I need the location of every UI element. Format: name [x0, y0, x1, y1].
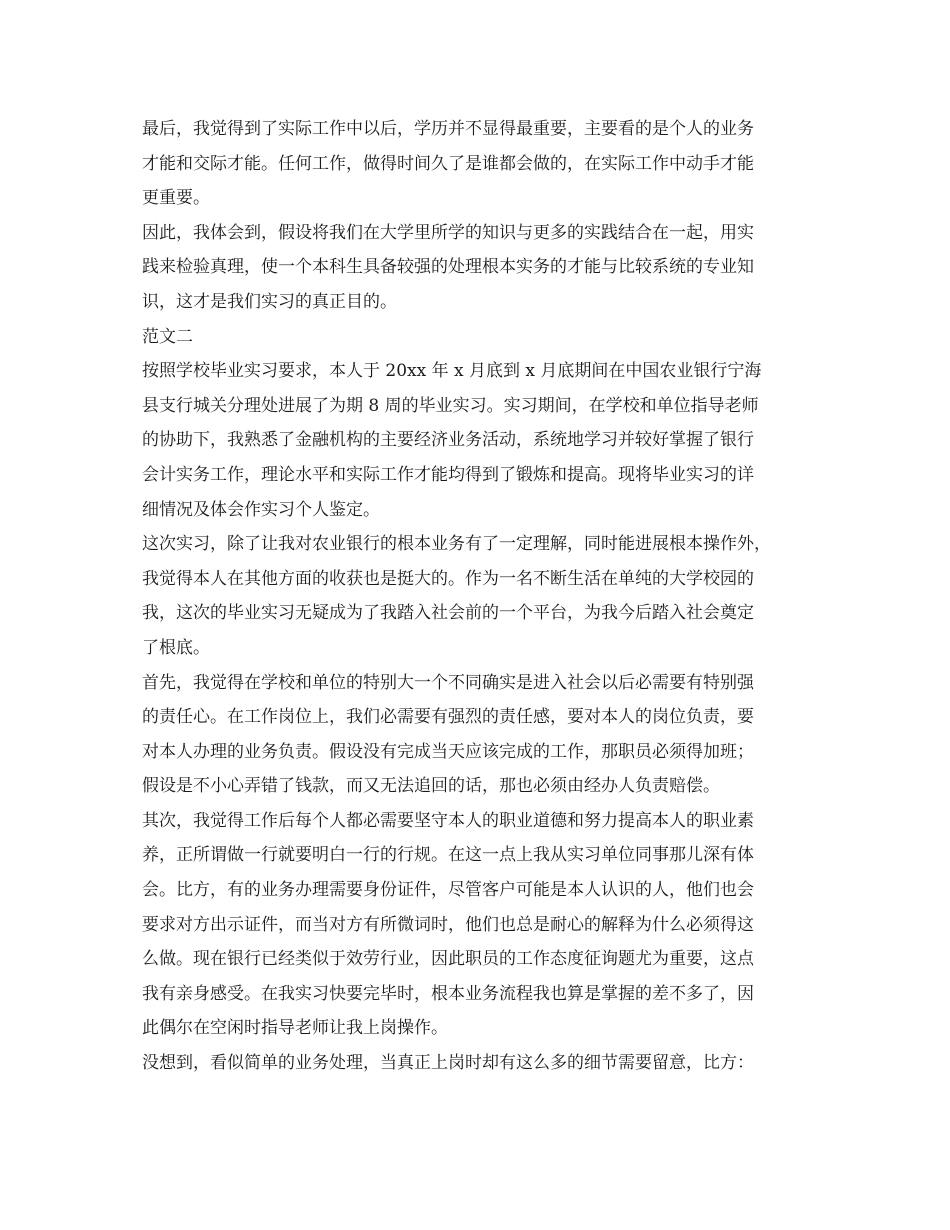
paragraph	[142, 1046, 810, 1081]
text-line: 践来检验真理，使一个本科生具备较强的处理根本实务的才能与比较系统的专业知	[142, 257, 754, 278]
text-line: 养，正所谓做一行就要明白一行的行规。在这一点上我从实习单位同事那儿深有体	[142, 845, 754, 866]
text-line: 细情况及体会作实习个人鉴定。	[142, 499, 380, 520]
text-line: 了根底。	[142, 637, 210, 658]
text-line: 我，这次的毕业实习无疑成为了我踏入社会前的一个平台，为我今后踏入社会奠定	[142, 603, 754, 624]
paragraph	[142, 354, 810, 527]
text-line: 这次实习，除了让我对农业银行的根本业务有了一定理解，同时能进展根本操作外，	[142, 534, 771, 555]
text-line: 我觉得本人在其他方面的收获也是挺大的。作为一名不断生活在单纯的大学校园的	[142, 568, 754, 589]
text-line: 首先，我觉得在学校和单位的特别大一个不同确实是进入社会以后必需要有特别强	[142, 672, 754, 693]
paragraph	[142, 804, 810, 1046]
section-heading	[142, 320, 810, 355]
text-line: 识，这才是我们实习的真正目的。	[142, 291, 397, 312]
text-line: 对本人办理的业务负责。假设没有完成当天应该完成的工作，那职员必须得加班；	[142, 741, 754, 762]
text-line: 此偶尔在空闲时指导老师让我上岗操作。	[142, 1018, 448, 1039]
text-line: 会。比方，有的业务办理需要身份证件，尽管客户可能是本人认识的人，他们也会	[142, 880, 754, 901]
text-line: 范文二	[142, 326, 193, 347]
paragraph	[142, 112, 810, 216]
text-line: 按照学校毕业实习要求，本人于 20xx 年 x 月底到 x 月底期间在中国农业银行宁海	[142, 361, 762, 382]
text-line: 最后，我觉得到了实际工作中以后，学历并不显得最重要，主要看的是个人的业务	[142, 119, 754, 139]
text-line: 县支行城关分理处进展了为期 8 周的毕业实习。实习期间，在学校和单位指导老师	[142, 395, 759, 416]
text-line: 我有亲身感受。在我实习快要完毕时，根本业务流程我也算是掌握的差不多了，因	[142, 983, 754, 1004]
paragraph	[142, 666, 810, 804]
text-line: 么做。现在银行已经类似于效劳行业，因此职员的工作态度征询题尤为重要，这点	[142, 949, 754, 970]
text-line: 的协助下，我熟悉了金融机构的主要经济业务活动，系统地学习并较好掌握了银行	[142, 430, 754, 451]
text-line: 更重要。	[142, 188, 210, 209]
text-line: 会计实务工作，理论水平和实际工作才能均得到了锻炼和提高。现将毕业实习的详	[142, 464, 754, 485]
paragraph	[142, 216, 810, 320]
text-line: 的责任心。在工作岗位上，我们必需要有强烈的责任感，要对本人的岗位负责，要	[142, 707, 754, 728]
text-line: 因此，我体会到，假设将我们在大学里所学的知识与更多的实践结合在一起，用实	[142, 222, 754, 243]
text-line: 没想到，看似简单的业务处理，当真正上岗时却有这么多的细节需要留意，比方：	[142, 1053, 754, 1074]
text-line: 其次，我觉得工作后每个人都必需要坚守本人的职业道德和努力提高本人的职业素	[142, 810, 754, 831]
paragraph	[142, 527, 810, 665]
document-body	[142, 112, 810, 1081]
text-line: 要求对方出示证件，而当对方有所微词时，他们也总是耐心的解释为什么必须得这	[142, 914, 754, 935]
text-line: 才能和交际才能。任何工作，做得时间久了是谁都会做的，在实际工作中动手才能	[142, 153, 754, 174]
text-line: 假设是不小心弄错了钱款，而又无法追回的话，那也必须由经办人负责赔偿。	[142, 776, 720, 797]
